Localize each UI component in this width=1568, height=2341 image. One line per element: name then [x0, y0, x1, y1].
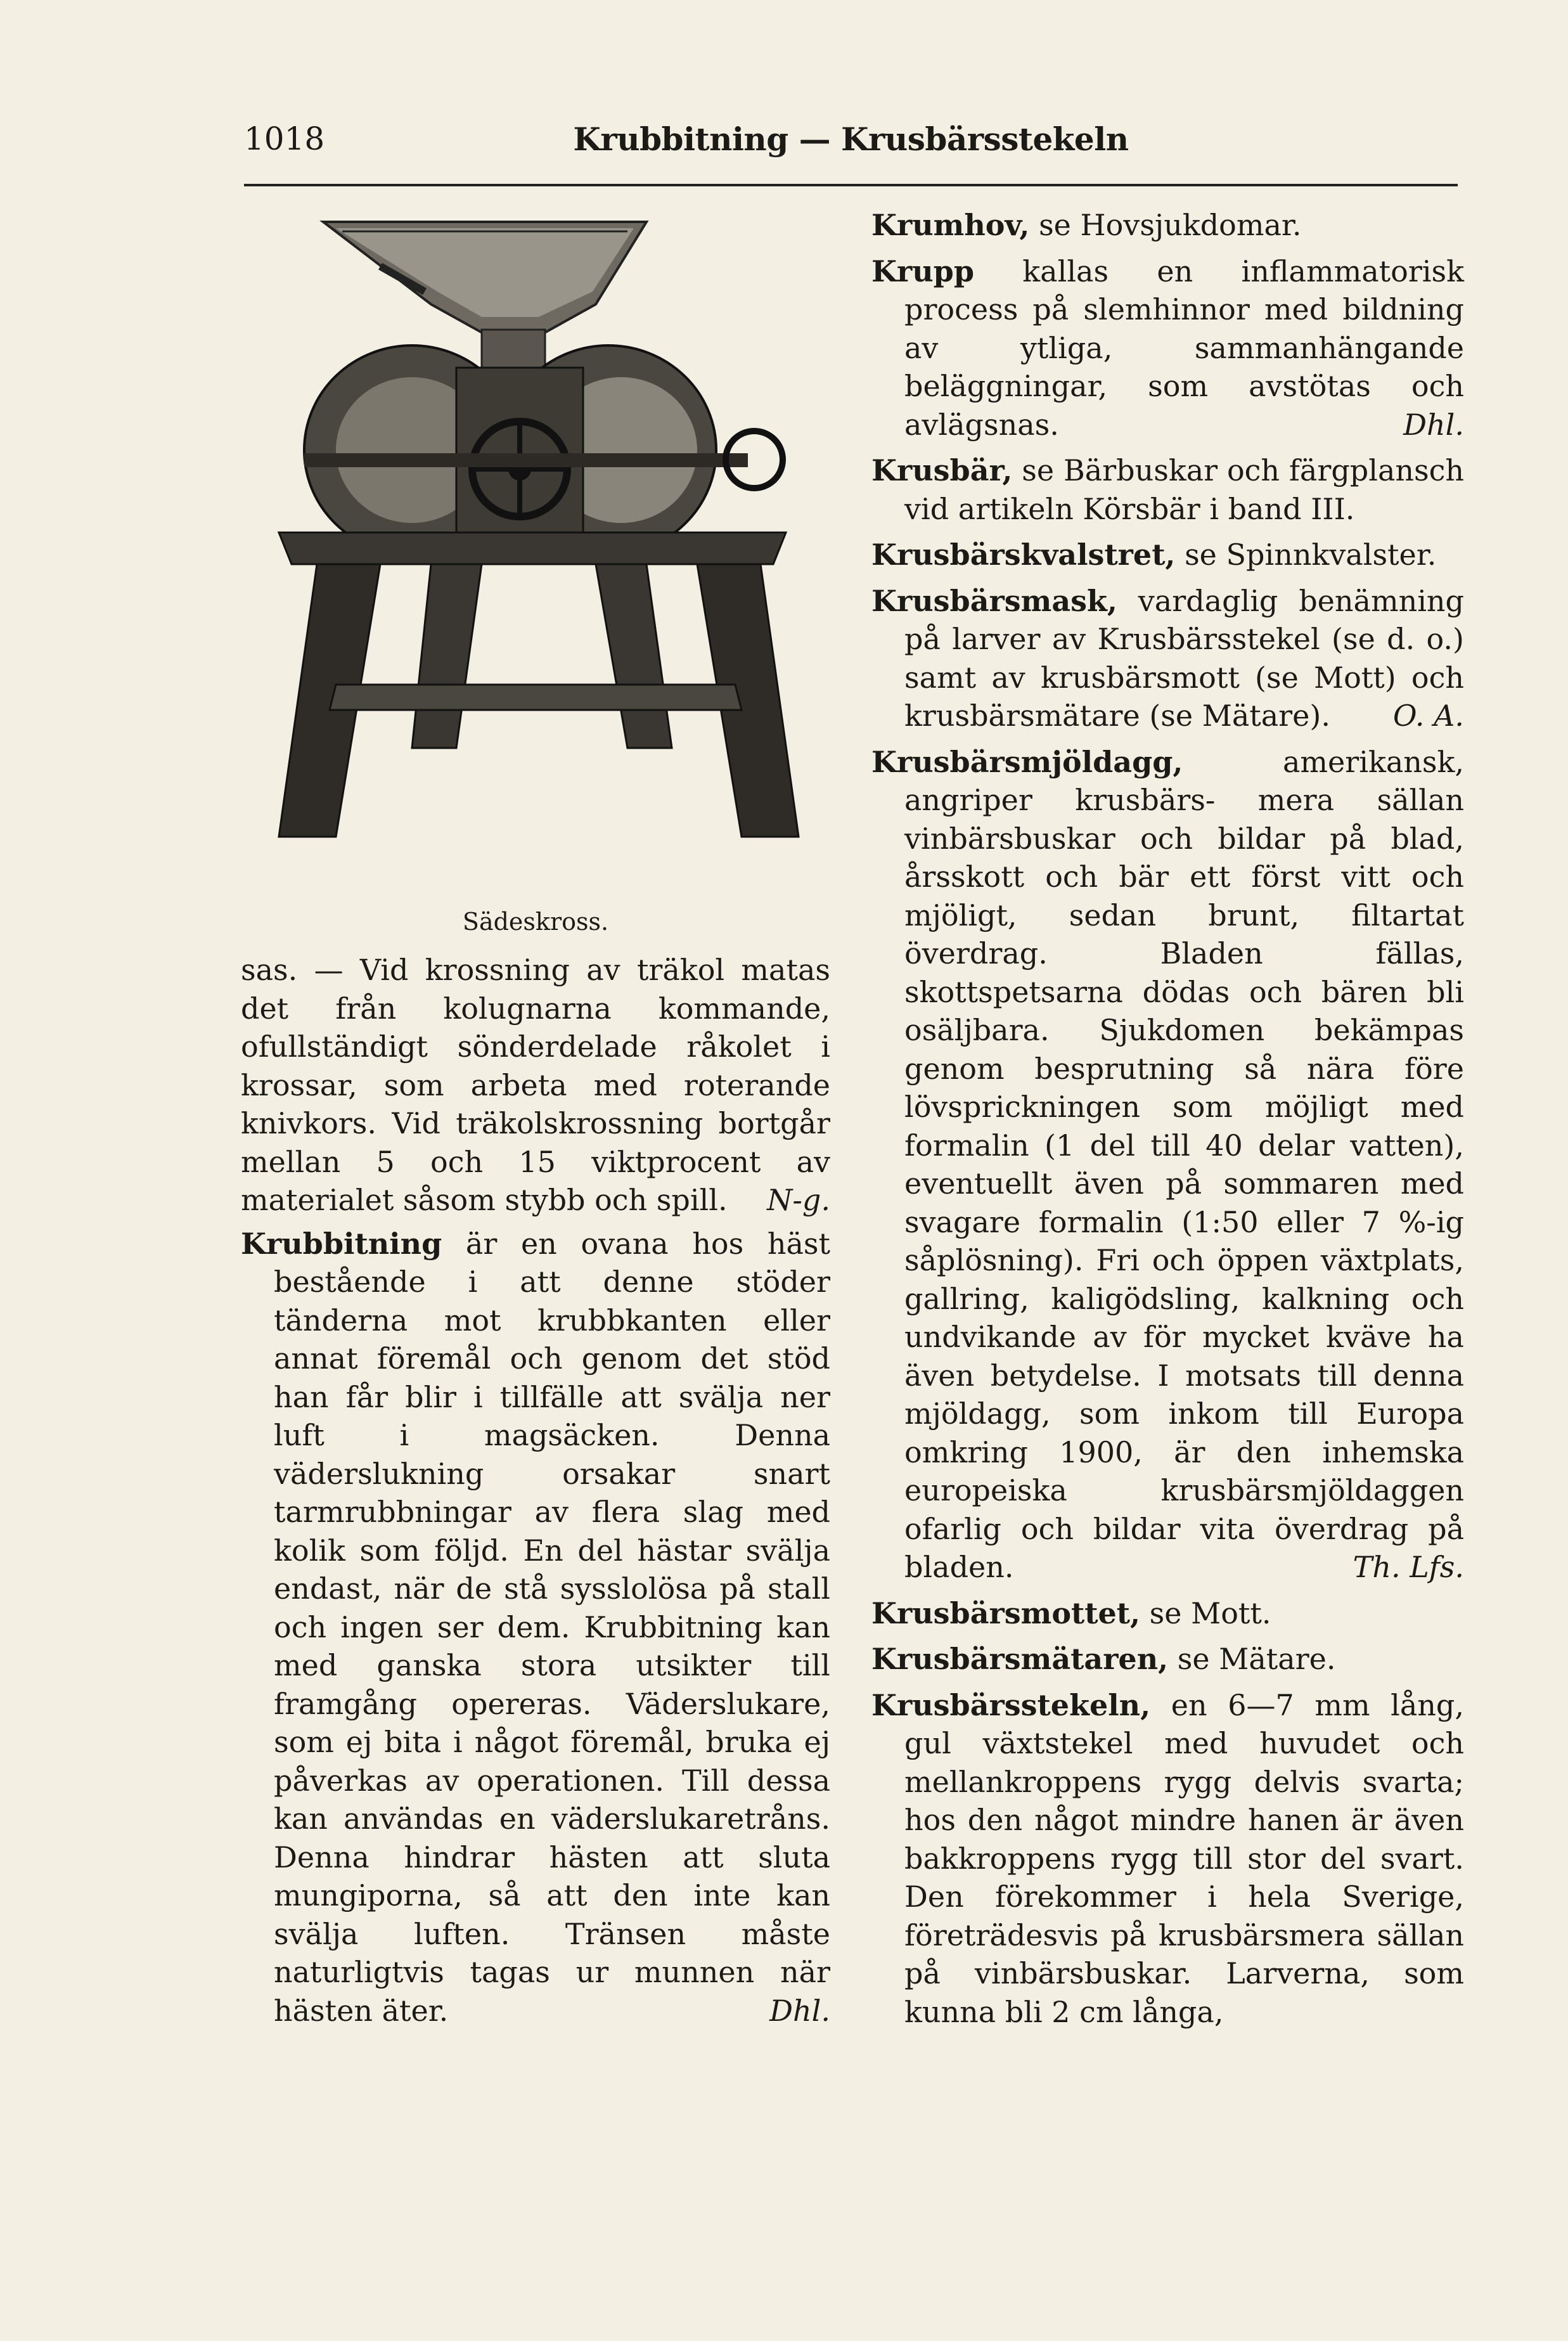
entry-head: Krusbärsmätaren, [871, 1642, 1169, 1676]
entry-krusbarsmottet [871, 1594, 1464, 1633]
left-column [241, 203, 830, 2037]
entry-text: en 6—7 mm lång, gul växtstekel med huvudet och mellankroppens rygg delvis svarta; hos den något mindre hanen är även bakkroppens rygg till stor del svart. Den förekommer i hela Sverige, företrädesvis på krusbärsmera sällan på vinbärsbuskar. Larverna, som kunna bli 2 cm långa, [904, 1687, 1464, 2029]
figure [241, 203, 830, 976]
entry-text: se Mott. [1140, 1596, 1271, 1630]
page-number: 1018 [244, 120, 325, 157]
entry-krusbarsmask [871, 582, 1464, 735]
right-column [871, 206, 1464, 2039]
entry-text: amerikansk, angriper krusbärs- mera sällan vinbärsbuskar och bildar på blad, årsskott och bär ett först vitt och mjöligt, sedan brunt, filtartat överdrag. Bladen fällas, skottspetsarna dödas och bären bli osäljbara. Sjukdomen bekämpas genom besprutning så nära före lövsprickningen som möjligt med formalin (1 del till 40 delar vatten), eventuellt även på sommaren med svagare formalin (1:50 eller 7 %-ig såplösning). Fri och öppen växtplats, gallring, kaligödsling, kalkning och undvikande av för mycket kväve ha även betydelse. I motsats till denna mjöldagg, som inkom till Europa omkring 1900, är den inhemska europeiska krusbärsmjöldaggen ofarlig och bildar vita överdrag på bladen. [904, 744, 1464, 1584]
entry-text: se Bärbuskar och färgplansch vid artikeln Körsbär i band III. [904, 453, 1464, 526]
grain-crusher-illustration [241, 203, 830, 900]
page-header [244, 120, 1458, 165]
entry-krusbar [871, 451, 1464, 528]
entry-text: är en ovana hos häst bestående i att denne stöder tänderna mot krubbkanten eller annat föremål och genom det stöd han får blir i tillfälle att svälja ner luft i magsäcken. Denna väderslukning orsakar snart tarmrubbningar av flera slag med kolik som följd. En del hästar svälja endast, när de stå sysslolösa på stall och ingen ser dem. Krubbitning kan med ganska stora utsikter till framgång opereras. Väderslukare, som ej bita i något föremål, bruka ej påverkas av operationen. Till dessa kan användas en väderslukaretråns. Denna hindrar hästen att sluta mungiporna, så att den inte kan svälja luften. Tränsen måste naturligtvis tagas ur munnen när hästen äter. [274, 1226, 830, 2028]
entry-text: se Spinnkvalster. [1175, 538, 1437, 572]
entry-krusbarsmjoldagg [871, 743, 1464, 1587]
header-rule [244, 184, 1458, 186]
continuation-paragraph [241, 951, 830, 1220]
entry-head: Krubbitning [241, 1226, 442, 1261]
entry-text: vardaglig benämning på larver av Krusbärsstekel (se d. o.) samt av krusbärsmott (se Mott) och krusbärsmätare (se Mätare). [904, 583, 1464, 733]
entry-krupp [871, 252, 1464, 444]
figure-caption: Sädeskross. [462, 908, 609, 936]
continuation-text: sas. — Vid krossning av träkol matas det från kolugnarna kommande, ofullständigt sönderdelade råkolet i krossar, som arbeta med roterande knivkors. Vid träkolskrossning bortgår mellan 5 och 15 viktprocent av materialet såsom stybb och spill. [241, 953, 830, 1217]
entry-krusbarskvalstret [871, 536, 1464, 574]
entry-text: kallas en inflammatorisk process på slemhinnor med bildning av ytliga, sammanhängande beläggningar, som avstötas och avlägsnas. [904, 254, 1464, 442]
entry-krusbarsmataren [871, 1640, 1464, 1679]
entry-head: Krumhov, [871, 208, 1030, 242]
entry-head: Krusbär, [871, 453, 1013, 487]
signature: N-g. [767, 1183, 830, 1217]
entry-head: Krusbärsstekeln, [871, 1687, 1151, 1722]
entry-head: Krupp [871, 254, 974, 288]
entry-krubbitning [241, 1225, 830, 2030]
entry-text: se Mätare. [1168, 1642, 1336, 1676]
entry-head: Krusbärsmask, [871, 583, 1117, 618]
signature: Th. Lfs. [1353, 1550, 1464, 1584]
signature: Dhl. [769, 1993, 830, 2028]
entry-krusbarsstekeln [871, 1686, 1464, 2032]
running-head: Krubbitning — Krusbärsstekeln [573, 120, 1129, 158]
signature: O. A. [1392, 699, 1464, 733]
entry-head: Krusbärsmottet, [871, 1596, 1141, 1630]
entry-head: Krusbärskvalstret, [871, 538, 1176, 572]
entry-head: Krusbärsmjöldagg, [871, 744, 1183, 779]
entry-krumhov [871, 206, 1464, 245]
entry-text: se Hovsjukdomar. [1029, 208, 1302, 242]
signature: Dhl. [1403, 407, 1464, 442]
